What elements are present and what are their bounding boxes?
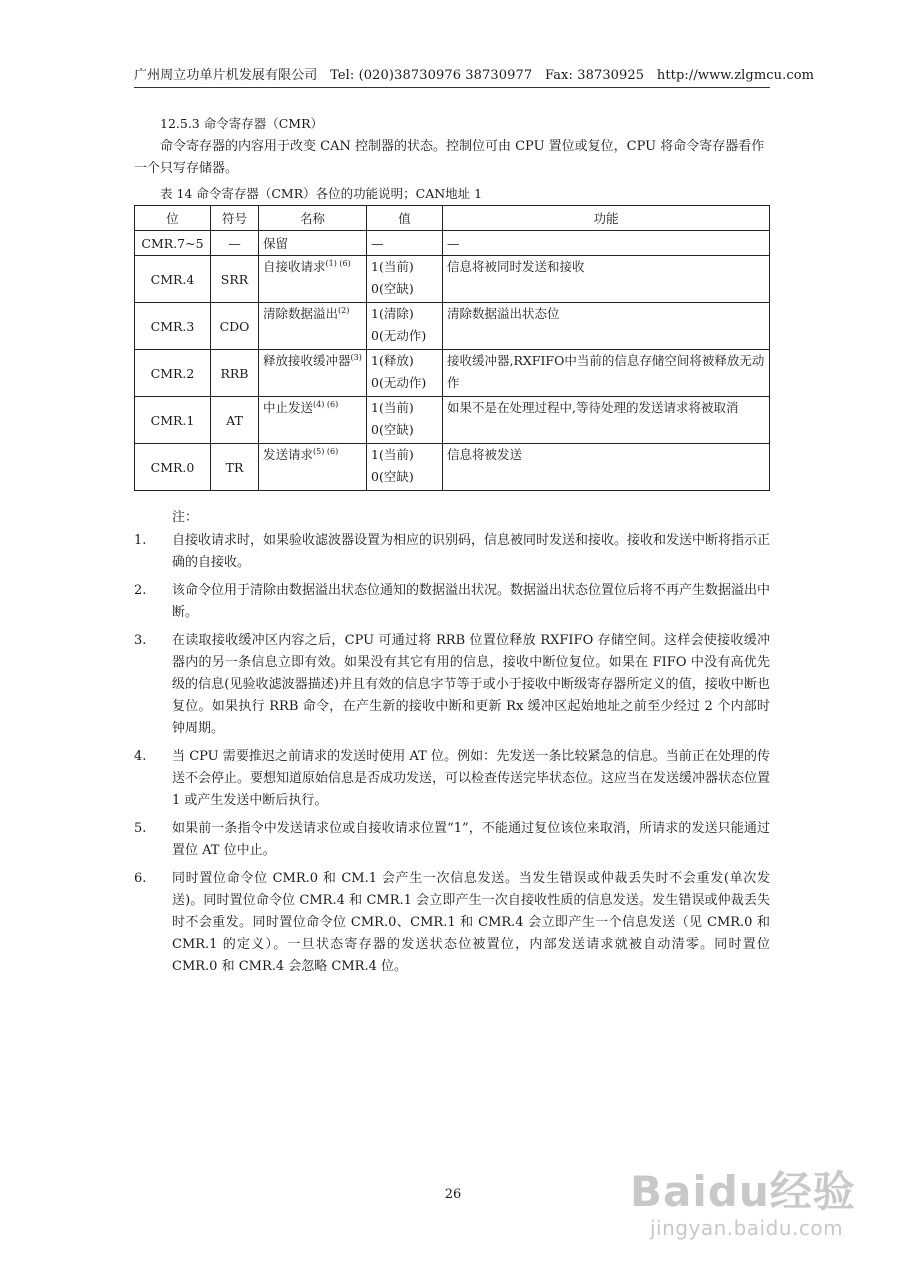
footnote-ref: (1) (6)	[325, 259, 351, 268]
cell-value	[367, 444, 443, 491]
note-text: 自接收请求时，如果验收滤波器设置为相应的识别码，信息被同时发送和接收。接收和发送中断将指示正确的自接收。	[172, 533, 771, 570]
cell-value: —	[367, 231, 443, 256]
footnote-ref: (3)	[350, 353, 362, 362]
table-header-row	[135, 206, 770, 231]
cell-value	[367, 303, 443, 350]
cell-function	[443, 444, 770, 491]
cell-function	[443, 303, 770, 350]
cell-name	[259, 444, 367, 491]
cell-function-text: 信息将被发送	[447, 447, 523, 462]
cell-function-text: 信息将被同时发送和接收	[447, 259, 585, 274]
value-one: 1(当前)	[371, 400, 414, 415]
table-row	[135, 397, 770, 444]
cell-function-text: 如果不是在处理过程中,等待处理的发送请求将被取消	[447, 400, 739, 415]
cell-value	[367, 397, 443, 444]
footnote-ref: (4) (6)	[313, 400, 339, 409]
list-item	[134, 630, 770, 740]
cell-symbol: CDO	[211, 303, 259, 350]
cell-symbol: AT	[211, 397, 259, 444]
note-number: 4.	[134, 749, 147, 764]
intro-text: 命令寄存器的内容用于改变 CAN 控制器的状态。控制位可由 CPU 置位或复位，CPU 将命令寄存器看作一个只写存储器。	[134, 139, 765, 176]
cell-bit: CMR.7~5	[135, 231, 211, 256]
value-one: 1(当前)	[371, 447, 414, 462]
page-number: 26	[444, 1187, 462, 1202]
header-value: 值	[367, 206, 443, 231]
value-zero: 0(空缺)	[371, 281, 414, 296]
company-name: 广州周立功单片机发展有限公司	[134, 68, 318, 83]
table-caption: 表 14 命令寄存器（CMR）各位的功能说明；CAN地址 1	[160, 186, 483, 201]
fax: Fax: 38730925	[544, 68, 645, 83]
note-number: 5.	[134, 821, 147, 836]
footnote-ref: (2)	[338, 306, 350, 315]
cell-value	[367, 350, 443, 397]
cell-symbol: SRR	[211, 256, 259, 303]
cell-function	[443, 397, 770, 444]
list-item	[134, 580, 770, 624]
value-one: 1(当前)	[371, 259, 414, 274]
website-url[interactable]: http://www.zlgmcu.com	[656, 68, 815, 83]
header-bit: 位	[135, 206, 211, 231]
value-one: 1(释放)	[371, 353, 414, 368]
cell-value	[367, 256, 443, 303]
header-function: 功能	[443, 206, 770, 231]
cell-symbol: RRB	[211, 350, 259, 397]
table-row	[135, 444, 770, 491]
cell-function-text: 清除数据溢出状态位	[447, 306, 560, 321]
cell-name-text: 中止发送	[263, 400, 314, 415]
table-row	[135, 231, 770, 256]
baidu-watermark	[630, 1168, 880, 1258]
note-number: 2.	[134, 583, 147, 598]
cell-function: —	[443, 231, 770, 256]
cell-function-text: 接收缓冲器,RXFIFO中当前的信息存储空间将被释放无动作	[447, 353, 765, 390]
value-zero: 0(空缺)	[371, 422, 414, 437]
note-number: 6.	[134, 871, 147, 886]
note-number: 3.	[134, 633, 147, 648]
note-text: 当 CPU 需要推迟之前请求的发送时使用 AT 位。例如：先发送一条比较紧急的信息。当前正在处理的传送不会停止。要想知道原始信息是否成功发送，可以检查传送完毕状态位。这应当在发送缓冲器状态位置 1 或产生发送中断后执行。	[172, 749, 771, 808]
value-zero: 0(无动作)	[371, 375, 427, 390]
cell-bit: CMR.1	[135, 397, 211, 444]
cell-bit: CMR.4	[135, 256, 211, 303]
cell-bit: CMR.2	[135, 350, 211, 397]
cell-name	[259, 303, 367, 350]
list-item	[134, 530, 770, 574]
cell-name-text: 自接收请求	[263, 259, 326, 274]
header-name: 名称	[259, 206, 367, 231]
table-row	[135, 303, 770, 350]
cell-function	[443, 256, 770, 303]
cell-name	[259, 350, 367, 397]
intro-paragraph	[134, 136, 770, 180]
table-row	[135, 350, 770, 397]
notes-label: 注：	[172, 510, 199, 525]
cmr-table	[134, 205, 770, 491]
list-item	[134, 746, 770, 812]
note-text: 该命令位用于清除由数据溢出状态位通知的数据溢出状况。数据溢出状态位置位后将不再产生数据溢出中断。	[172, 583, 771, 620]
table-row	[135, 256, 770, 303]
cell-symbol: TR	[211, 444, 259, 491]
list-item	[134, 818, 770, 862]
watermark-logo: Baidu经验	[630, 1167, 856, 1216]
value-zero: 0(空缺)	[371, 469, 414, 484]
cell-name-text: 清除数据溢出	[263, 306, 339, 321]
note-text: 如果前一条指令中发送请求位或自接收请求位置“1”，不能通过复位该位来取消，所请求的发送只能通过置位 AT 位中止。	[172, 821, 770, 858]
watermark-url: jingyan.baidu.com	[650, 1216, 844, 1240]
value-zero: 0(无动作)	[371, 328, 427, 343]
list-item	[134, 868, 770, 978]
note-number: 1.	[134, 533, 147, 548]
cell-name-text: 发送请求	[263, 447, 314, 462]
cell-symbol: —	[211, 231, 259, 256]
cell-name	[259, 256, 367, 303]
footnote-ref: (5) (6)	[313, 447, 339, 456]
cell-function	[443, 350, 770, 397]
cell-bit: CMR.3	[135, 303, 211, 350]
page-header	[134, 64, 815, 88]
section-title: 12.5.3 命令寄存器（CMR）	[160, 116, 324, 131]
value-one: 1(清除)	[371, 306, 414, 321]
notes-list	[134, 530, 770, 984]
cell-name	[259, 397, 367, 444]
cell-bit: CMR.0	[135, 444, 211, 491]
header-symbol: 符号	[211, 206, 259, 231]
cell-name: 保留	[259, 231, 367, 256]
cell-name-text: 释放接收缓冲器	[263, 353, 351, 368]
telephone: Tel: (020)38730976 38730977	[330, 68, 533, 83]
note-text: 同时置位命令位 CMR.0 和 CM.1 会产生一次信息发送。当发生错误或仲裁丢失时不会重发(单次发送)。同时置位命令位 CMR.4 和 CMR.1 会立即产生一次自接收性质的信息发送。发生错误或仲裁丢失时不会重发。同时置位命令位 CMR.0、CMR.1 和 CMR.4 会立即产生一个信息发送（见 CMR.0 和 CMR.1 的定义）。一旦状态寄存器的发送状态位被置位，内部发送请求就被自动清零。同时置位 CMR.0 和 CMR.4 会忽略 CMR.4 位。	[172, 871, 770, 974]
note-text: 在读取接收缓冲区内容之后，CPU 可通过将 RRB 位置位释放 RXFIFO 存储空间。这样会使接收缓冲器内的另一条信息立即有效。如果没有其它有用的信息，接收中断位复位。如果在 FIFO 中没有高优先级的信息(见验收滤波器描述)并且有效的信息字节等于或小于接收中断级寄存器所定义的值，接收中断也复位。如果执行 RRB 命令，在产生新的接收中断和更新 Rx 缓冲区起始地址之前至少经过 2 个内部时钟周期。	[172, 633, 770, 736]
